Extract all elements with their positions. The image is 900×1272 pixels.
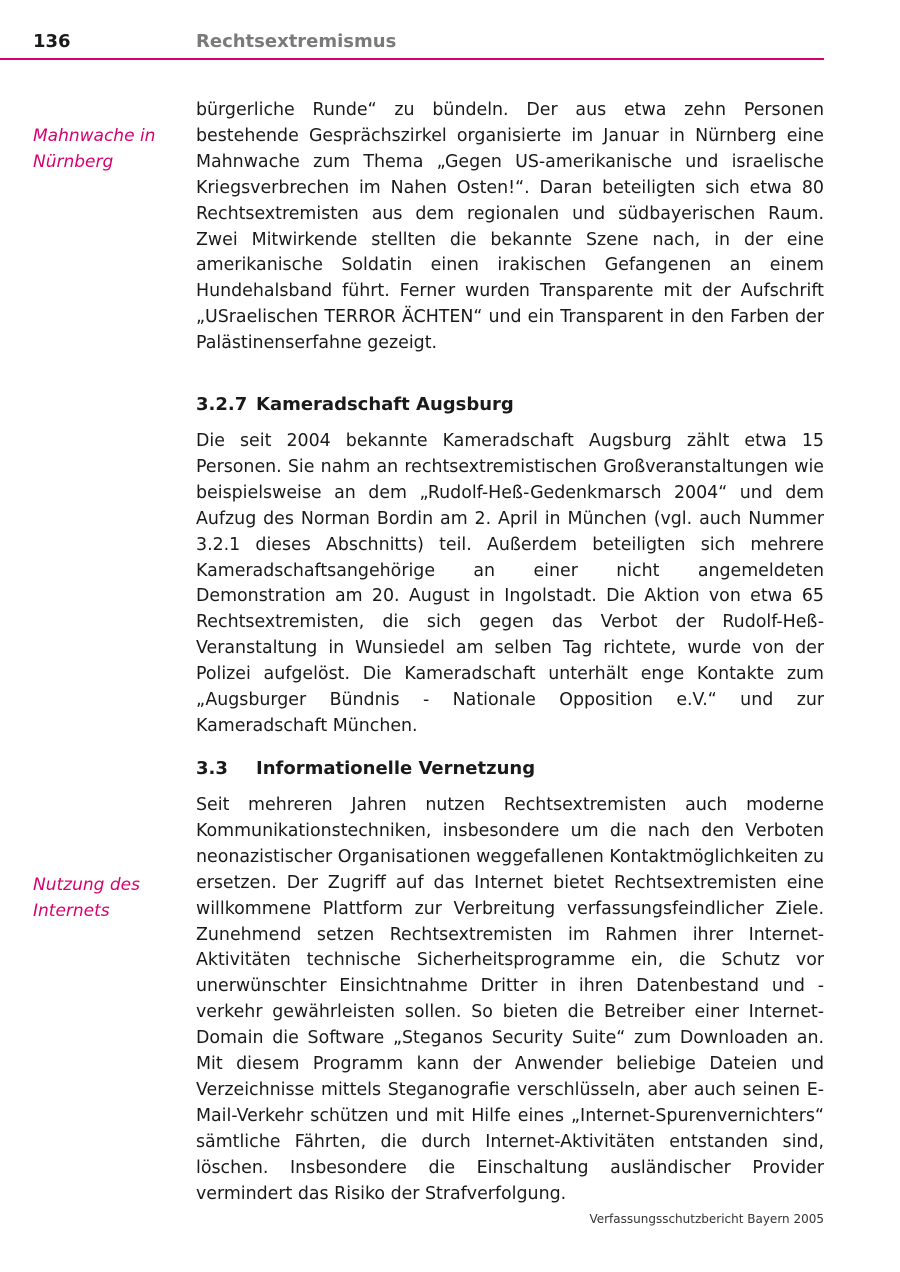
section-number: 3.2.7 xyxy=(196,394,248,415)
section-paragraph: Die seit 2004 bekannte Kameradschaft Augsburg zählt etwa 15 Personen. Sie nahm an rechtsextremistischen Großveranstaltungen wie beispielsweise an dem „Rudolf-Heß-Gedenkmarsch 2004“ und dem Aufzug des Norman Bordin am 2. April in München (vgl. auch Nummer 3.2.1 dieses Abschnitts) teil. Außerdem beteiligten sich mehrere Kameradschaftsangehörige an einer nicht angemeldeten Demonstration am 20. August in Ingolstadt. Die Aktion von etwa 65 Rechtsextremisten, die sich gegen das Verbot der Rudolf-Heß-Veranstaltung in Wunsiedel am selben Tag richtete, wurde von der Polizei aufgelöst. Die Kameradschaft unterhält enge Kontakte zum „Augsburger Bündnis - Nationale Opposition e.V.“ und zur Kameradschaft München. xyxy=(196,431,824,736)
running-title: Rechtsextremismus xyxy=(196,31,397,52)
section-3-2-7 xyxy=(196,392,824,740)
intro-block xyxy=(196,98,824,357)
margin-note-internet: Nutzung des Internets xyxy=(33,875,140,921)
page-number: 136 xyxy=(33,31,71,52)
section-heading xyxy=(196,756,824,782)
section-title: Informationelle Vernetzung xyxy=(256,758,536,779)
margin-note-mahnwache: Mahnwache in Nürnberg xyxy=(33,126,156,172)
page-header xyxy=(0,28,824,60)
page-footer: Verfassungsschutzbericht Bayern 2005 xyxy=(589,1212,824,1226)
section-heading xyxy=(196,392,824,418)
section-number: 3.3 xyxy=(196,758,228,779)
intro-paragraph: bürgerliche Runde“ zu bündeln. Der aus etwa zehn Personen bestehende Gesprächszirkel organisierte im Januar in Nürnberg eine Mahnwache zum Thema „Gegen US-amerikanische und israelische Kriegsverbrechen im Nahen Osten!“. Daran beteiligten sich etwa 80 Rechtsextremisten aus dem regionalen und südbayerischen Raum. Zwei Mitwirkende stellten die bekannte Szene nach, in der eine amerikanische Soldatin einen irakischen Gefangenen an einem Hundehalsband führt. Ferner wurden Transparente mit der Aufschrift „USraelischen TERROR ÄCHTEN“ und ein Transparent in den Farben der Palästinenserfahne gezeigt. xyxy=(196,100,824,354)
section-paragraph: Seit mehreren Jahren nutzen Rechtsextremisten auch moderne Kommunikationstechniken, insbesondere um die nach den Verboten neonazistischer Organisationen weggefallenen Kontaktmöglichkeiten zu ersetzen. Der Zugriff auf das Internet bietet Rechtsextremisten eine willkommene Plattform zur Verbreitung verfassungsfeindlicher Ziele. Zunehmend setzen Rechtsextremisten im Rahmen ihrer Internet-Aktivitäten technische Sicherheitsprogramme ein, die Schutz vor unerwünschter Einsichtnahme Dritter in ihren Datenbestand und -verkehr gewährleisten sollen. So bieten die Betreiber einer Internet-Domain die Software „Steganos Security Suite“ zum Downloaden an. Mit diesem Programm kann der Anwender beliebige Dateien und Verzeichnisse mittels Steganografie verschlüsseln, aber auch seinen E-Mail-Verkehr schützen und mit Hilfe eines „Internet-Spurenvernichters“ sämtliche Fährten, die durch Internet-Aktivitäten entstanden sind, löschen. Insbesondere die Einschaltung ausländischer Provider vermindert das Risiko der Strafverfolgung. xyxy=(196,795,824,1204)
section-3-3 xyxy=(196,756,824,1208)
section-title: Kameradschaft Augsburg xyxy=(256,394,514,415)
